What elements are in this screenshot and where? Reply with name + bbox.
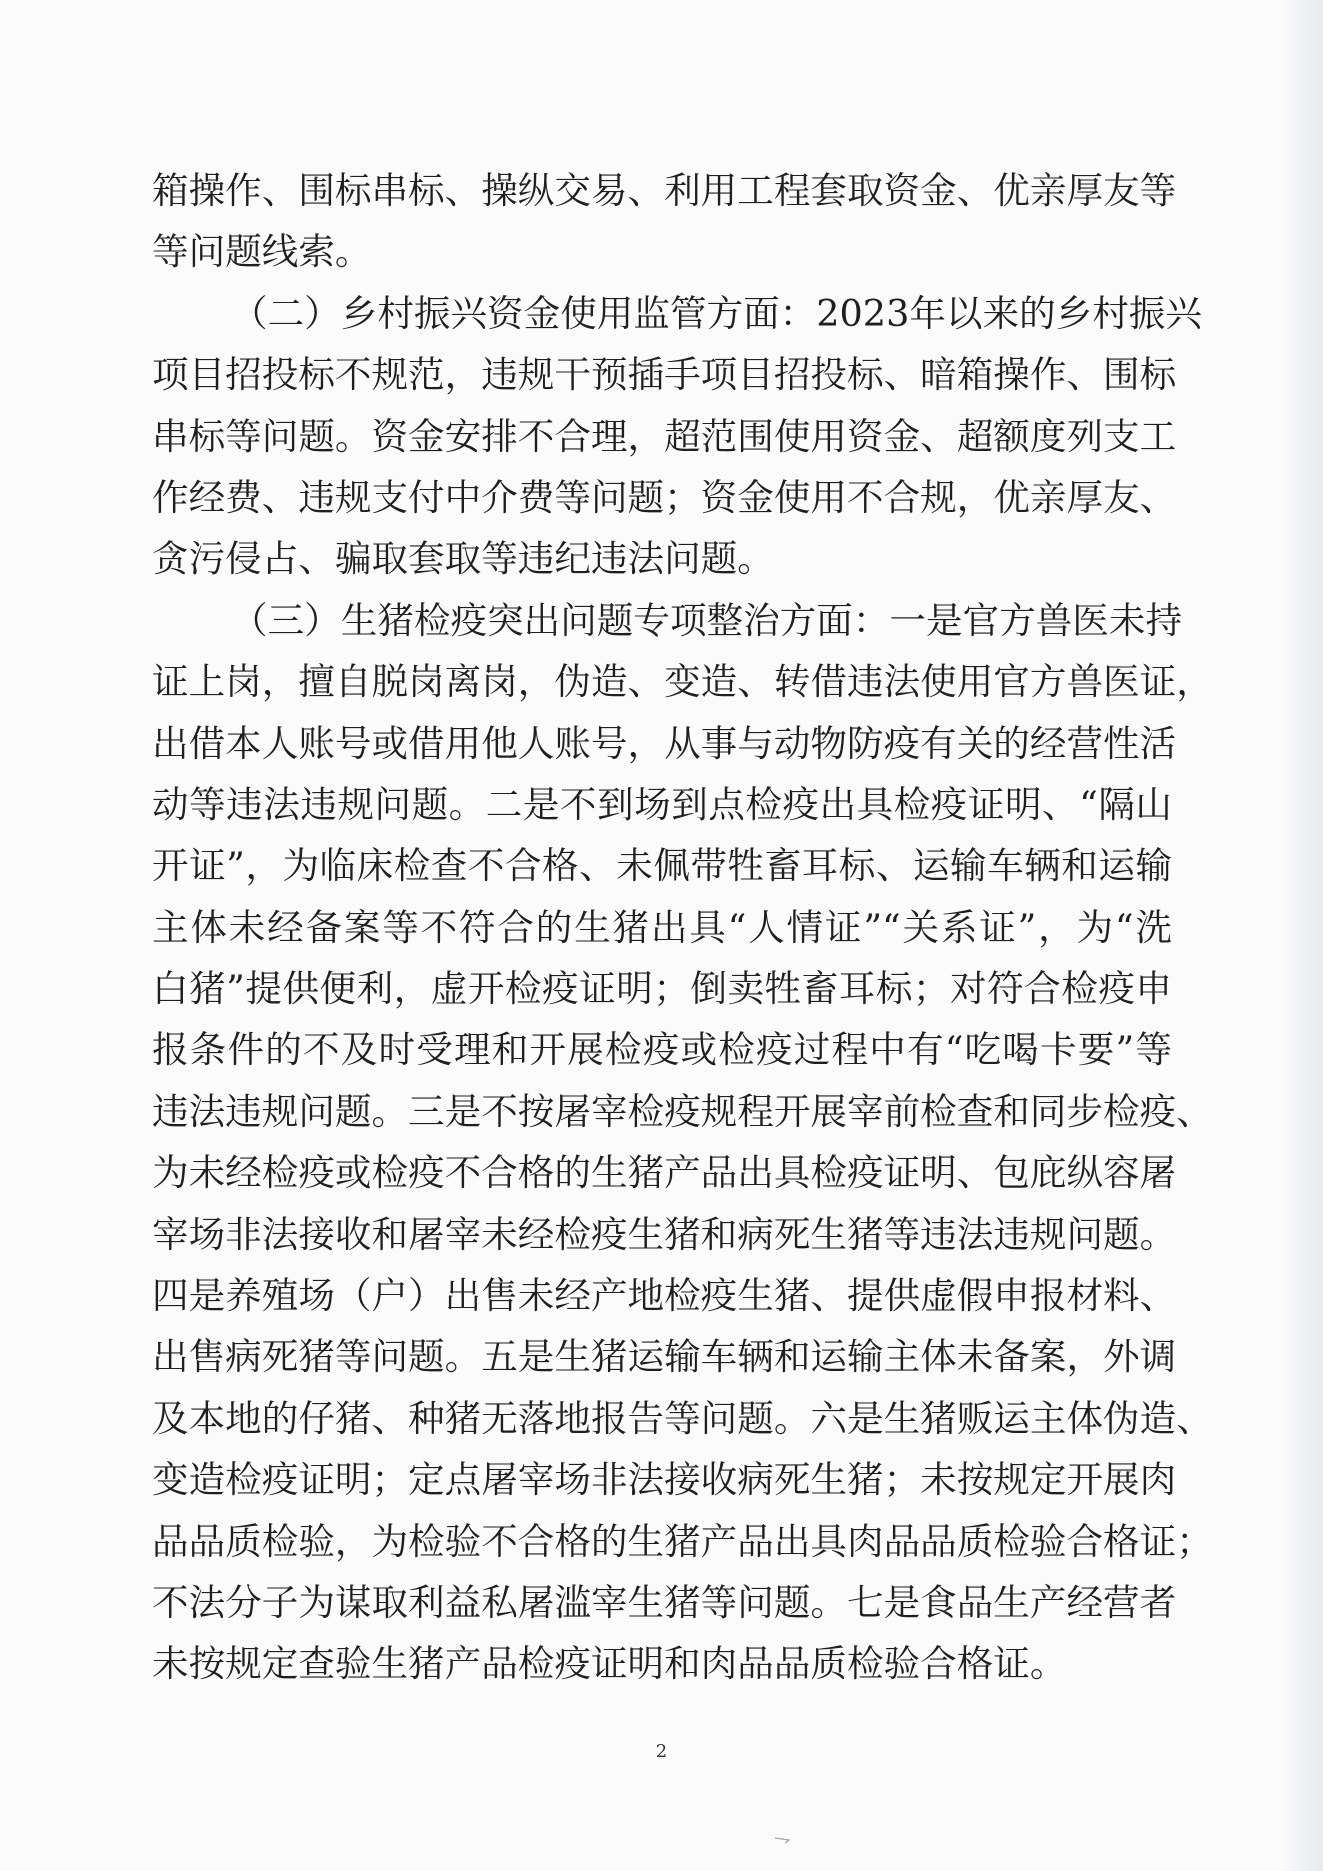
text-line-18: 宰场非法接收和屠宰未经检疫生猪和病死生猪等违法违规问题。 (152, 1212, 1177, 1256)
body-text (152, 160, 1213, 1695)
text-line-23: 品品质检验，为检验不合格的生猪产品出具肉品品质检验合格证； (152, 1519, 1213, 1563)
text-line-21: 及本地的仔猪、种猪无落地报告等问题。六是生猪贩运主体伪造、 (152, 1396, 1213, 1440)
text-line-9: 证上岗，擅自脱岗离岗，伪造、变造、转借违法使用官方兽医证， (152, 660, 1213, 704)
text-line-6: 作经费、违规支付中介费等问题；资金使用不合规，优亲厚友、 (152, 475, 1177, 519)
section-3-heading-line: （三）生猪检疫突出问题专项整治方面：一是官方兽医未持 (231, 598, 1183, 642)
text-line-10: 出借本人账号或借用他人账号，从事与动物防疫有关的经营性活 (152, 721, 1177, 765)
text-line-17: 为未经检疫或检疫不合格的生猪产品出具检疫证明、包庇纵容屠 (152, 1151, 1177, 1195)
text-line-13: 主体未经备案等不符合的生猪出具“人情证”“关系证”，为“洗 (152, 905, 1172, 949)
section-2-heading-line: （二）乡村振兴资金使用监管方面：2023年以来的乡村振兴 (231, 291, 1202, 335)
text-line-16: 违法违规问题。三是不按屠宰检疫规程开展宰前检查和同步检疫、 (152, 1089, 1213, 1133)
scan-edge-shadow (1279, 0, 1323, 1871)
text-line-20: 出售病死猪等问题。五是生猪运输车辆和运输主体未备案，外调 (152, 1335, 1177, 1379)
text-line-2: 等问题线索。 (152, 230, 372, 274)
text-line-25: 未按规定查验生猪产品检疫证明和肉品品质检验合格证。 (152, 1642, 1067, 1686)
page-number: 2 (655, 1741, 668, 1762)
text-line-22: 变造检疫证明；定点屠宰场非法接收病死生猪；未按规定开展肉 (152, 1458, 1177, 1502)
text-line-24: 不法分子为谋取利益私屠滥宰生猪等问题。七是食品生产经营者 (152, 1580, 1177, 1624)
text-line-15: 报条件的不及时受理和开展检疫或检疫过程中有“吃喝卡要”等 (152, 1028, 1172, 1072)
text-line-4: 项目招投标不规范，违规干预插手项目招投标、暗箱操作、围标 (152, 353, 1177, 397)
scan-speck-mark (774, 1836, 792, 1844)
text-line-19: 四是养殖场（户）出售未经产地检疫生猪、提供虚假申报材料、 (152, 1274, 1177, 1318)
text-line-14: 白猪”提供便利，虚开检疫证明；倒卖牲畜耳标；对符合检疫申 (152, 967, 1172, 1011)
text-line-1: 箱操作、围标串标、操纵交易、利用工程套取资金、优亲厚友等 (152, 169, 1177, 212)
text-line-7: 贪污侵占、骗取套取等违纪违法问题。 (152, 537, 774, 581)
text-line-11: 动等违法违规问题。二是不到场到点检疫出具检疫证明、“隔山 (152, 782, 1172, 826)
text-line-12: 开证”，为临床检查不合格、未佩带牲畜耳标、运输车辆和运输 (152, 844, 1172, 888)
text-line-5: 串标等问题。资金安排不合理，超范围使用资金、超额度列支工 (152, 414, 1177, 458)
